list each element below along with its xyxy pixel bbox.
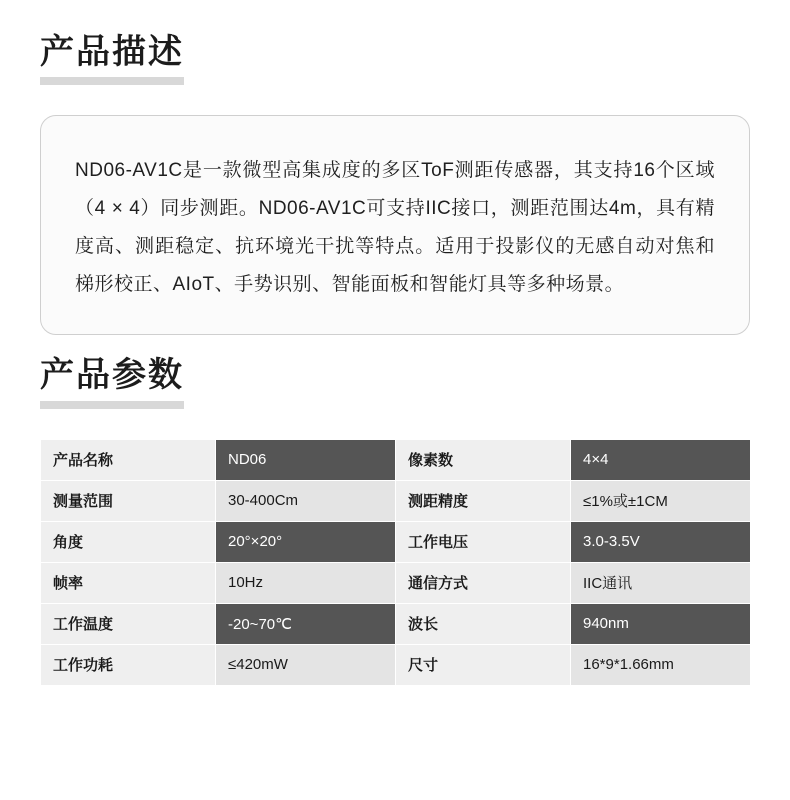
parameters-table (40, 439, 751, 686)
param-label: 工作电压 (396, 521, 571, 562)
description-heading-text: 产品描述 (40, 33, 184, 71)
param-label: 工作功耗 (41, 644, 216, 685)
param-value: IIC通讯 (571, 562, 751, 603)
param-label: 测距精度 (396, 480, 571, 521)
section-heading-description (40, 34, 184, 85)
param-value: 10Hz (216, 562, 396, 603)
parameters-heading-wrapper (40, 335, 750, 408)
table-row (41, 644, 751, 685)
param-label: 像素数 (396, 439, 571, 480)
param-label: 工作温度 (41, 603, 216, 644)
param-label: 尺寸 (396, 644, 571, 685)
table-row (41, 480, 751, 521)
table-row (41, 603, 751, 644)
heading-underline-bar (40, 77, 184, 85)
param-value: ND06 (216, 439, 396, 480)
table-row (41, 521, 751, 562)
param-value: 940nm (571, 603, 751, 644)
param-label: 角度 (41, 521, 216, 562)
param-label: 产品名称 (41, 439, 216, 480)
param-value: 3.0-3.5V (571, 521, 751, 562)
param-value: ≤420mW (216, 644, 396, 685)
param-value: 20°×20° (216, 521, 396, 562)
param-value: 30-400Cm (216, 480, 396, 521)
description-box (40, 115, 750, 335)
description-paragraph: ND06-AV1C是一款微型高集成度的多区ToF测距传感器，其支持16个区域（4 × 4）同步测距。ND06-AV1C可支持IIC接口，测距范围达4m，具有精度高、测距稳定、抗环境光干扰等特点。适用于投影仪的无感自动对焦和梯形校正、AIoT、手势识别、智能面板和智能灯具等多种场景。 (75, 160, 715, 296)
param-label: 通信方式 (396, 562, 571, 603)
description-heading-wrapper (40, 0, 750, 85)
param-label: 帧率 (41, 562, 216, 603)
heading-underline-bar (40, 401, 184, 409)
param-value: 16*9*1.66mm (571, 644, 751, 685)
table-row (41, 562, 751, 603)
param-label: 测量范围 (41, 480, 216, 521)
param-label: 波长 (396, 603, 571, 644)
table-row (41, 439, 751, 480)
param-value: ≤1%或±1CM (571, 480, 751, 521)
param-value: -20~70℃ (216, 603, 396, 644)
param-value: 4×4 (571, 439, 751, 480)
section-heading-parameters (40, 357, 184, 408)
parameters-heading-text: 产品参数 (40, 356, 184, 395)
